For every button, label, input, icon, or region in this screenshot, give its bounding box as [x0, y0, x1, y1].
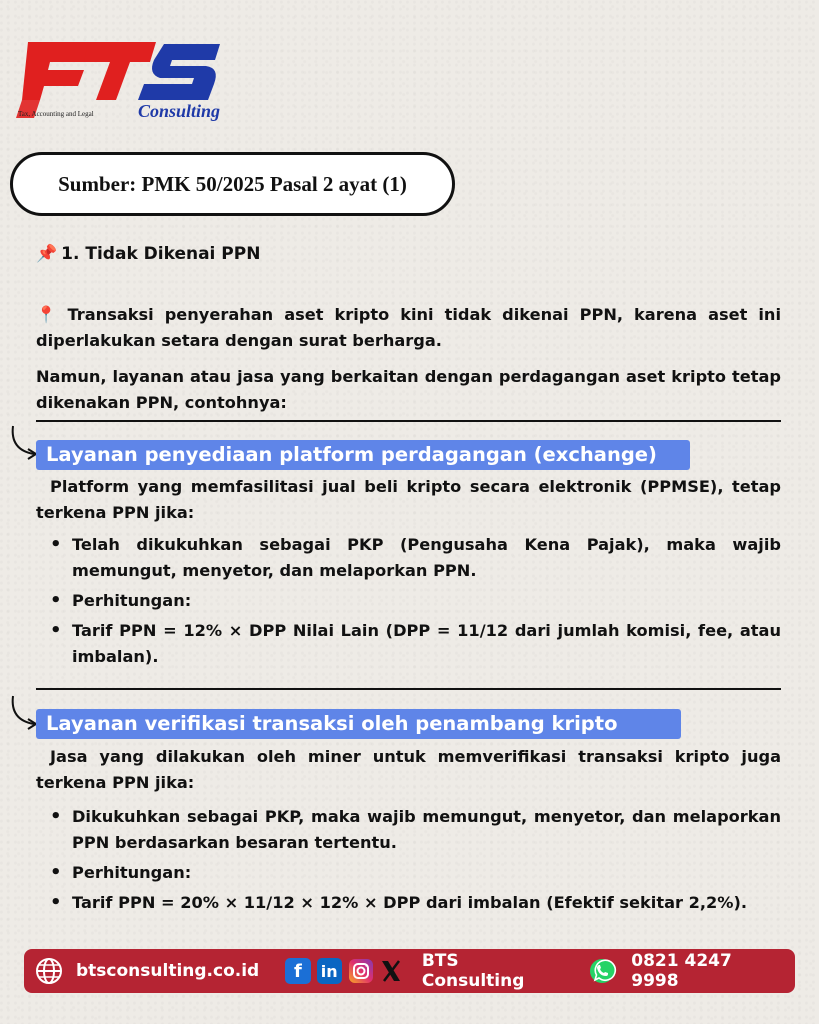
highlight-exchange: Layanan penyediaan platform perdagangan (exchange)	[36, 440, 690, 470]
pushpin-icon: 📌	[36, 244, 58, 264]
intro-text: Transaksi penyerahan aset kripto kini tidak dikenai PPN, karena aset ini diperlakukan setara dengan surat berharga.	[36, 305, 781, 350]
list-item: • Telah dikukuhkan sebagai PKP (Pengusaha Kena Pajak), maka wajib memungut, menyetor, dan melaporkan PPN.	[46, 532, 781, 584]
brand-name: BTS Consulting	[421, 951, 525, 991]
logo-tagline: Tax, Accounting and Legal	[18, 110, 94, 118]
contact-footer	[24, 949, 795, 993]
section-heading	[36, 244, 260, 264]
logo-consulting-text: Consulting	[138, 101, 221, 121]
exchange-bullet-list	[46, 532, 781, 674]
instagram-icon[interactable]	[348, 958, 374, 984]
list-item: • Perhitungan:	[46, 588, 781, 614]
globe-icon	[34, 956, 64, 986]
phone-number[interactable]: 0821 4247 9998	[631, 951, 732, 991]
round-pin-icon: 📍	[36, 305, 62, 324]
exchange-paragraph	[36, 474, 781, 526]
source-label: Sumber: PMK 50/2025 Pasal 2 ayat (1)	[10, 152, 455, 216]
intro-paragraph	[36, 302, 781, 354]
x-twitter-icon[interactable]	[380, 959, 402, 983]
intro-paragraph-2: Namun, layanan atau jasa yang berkaitan dengan perdagangan aset kripto tetap dikenakan PPN, contohnya:	[36, 367, 781, 412]
highlight-miner: Layanan verifikasi transaksi oleh penambang kripto	[36, 709, 681, 739]
whatsapp-icon[interactable]	[587, 956, 617, 986]
facebook-icon[interactable]: f	[285, 958, 310, 984]
miner-paragraph-text: Jasa yang dilakukan oleh miner untuk memverifikasi transaksi kripto juga terkena PPN jika:	[36, 747, 781, 792]
section-title: 1. Tidak Dikenai PPN	[61, 244, 261, 264]
miner-paragraph	[36, 744, 781, 796]
divider	[36, 688, 781, 690]
list-item: • Tarif PPN = 20% × 11/12 × 12% × DPP dari imbalan (Efektif sekitar 2,2%).	[46, 890, 781, 916]
exchange-paragraph-text: Platform yang memfasilitasi jual beli kripto secara elektronik (PPMSE), tetap terkena PPN jika:	[36, 477, 781, 522]
miner-bullet-list	[46, 804, 781, 920]
list-item: • Perhitungan:	[46, 860, 781, 886]
divider	[36, 420, 781, 422]
list-item: • Dikukuhkan sebagai PKP, maka wajib memungut, menyetor, dan melaporkan PPN berdasarkan besaran tertentu.	[46, 804, 781, 856]
website-link[interactable]: btsconsulting.co.id	[76, 961, 260, 981]
list-item: • Tarif PPN = 12% × DPP Nilai Lain (DPP = 11/12 dari jumlah komisi, fee, atau imbalan).	[46, 618, 781, 670]
linkedin-icon[interactable]: in	[317, 958, 342, 984]
